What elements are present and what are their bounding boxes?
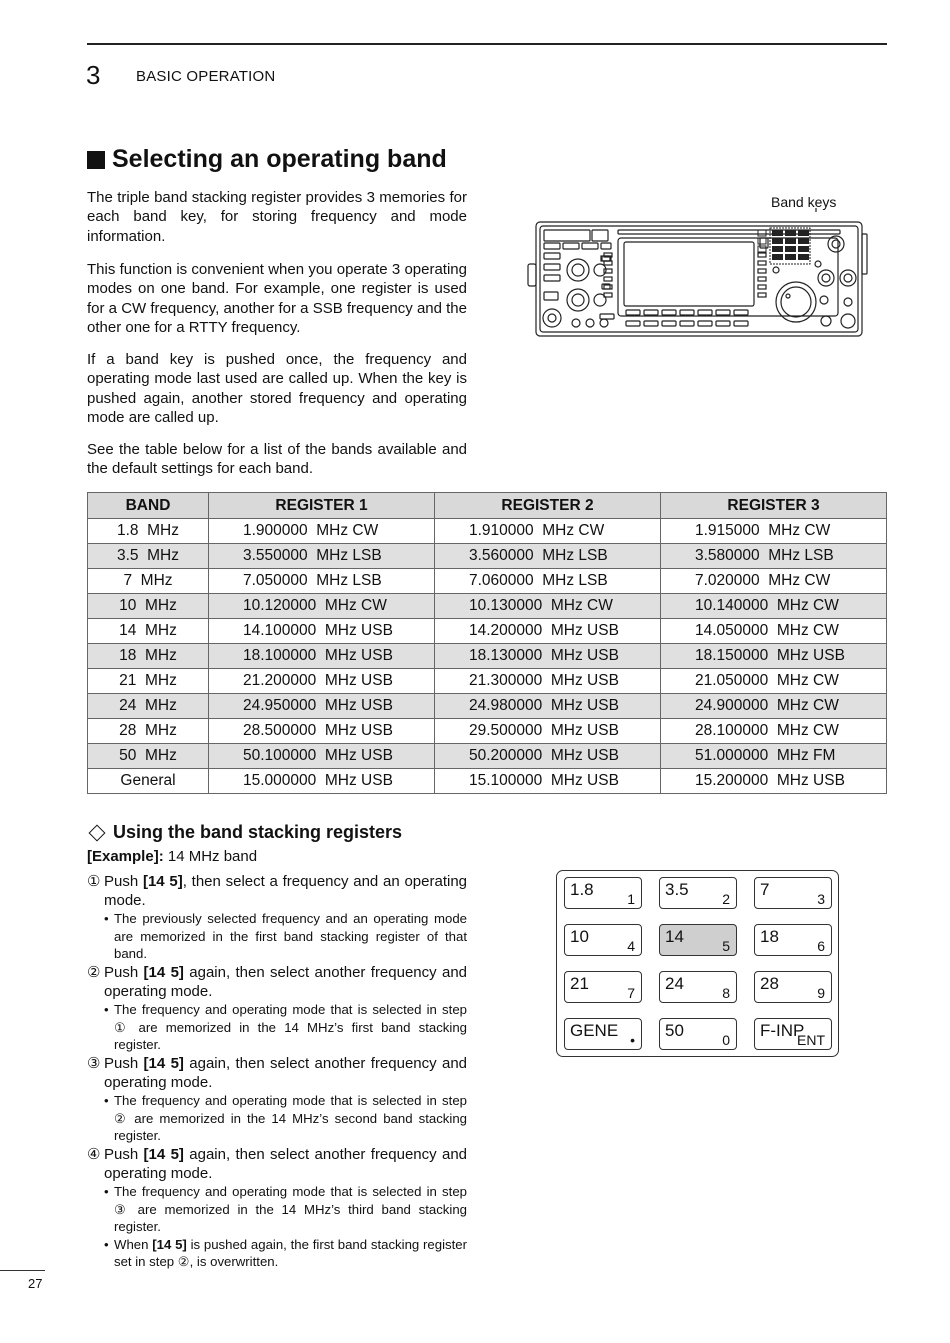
table-row [88, 744, 887, 769]
band-key[interactable] [659, 971, 737, 1003]
band-key-number: 3 [817, 891, 825, 907]
band-cell: 1.8 MHz [88, 519, 209, 544]
step-number: ④ [87, 1146, 101, 1163]
band-cell: General [88, 769, 209, 794]
band-key-label: 10 [570, 927, 589, 946]
table-row [88, 569, 887, 594]
band-key-label: 28 [760, 974, 779, 993]
register-cell: 10.120000 MHz CW [209, 594, 435, 619]
intro-paragraph-3 [87, 350, 467, 428]
register-cell: 7.060000 MHz LSB [435, 569, 661, 594]
chapter-title: BASIC OPERATION [136, 68, 276, 85]
register-cell: 24.900000 MHz CW [661, 694, 887, 719]
table-row [88, 719, 887, 744]
band-key-label: 50 [665, 1021, 684, 1040]
table-row [88, 769, 887, 794]
step-4: ④ Push [14 5] again, then select another frequency and operating mode. • The frequency and operating mode that is selected in step ③ are memorized in the 14 MHz’s third band stacking register. • When [14 5] is pushed again, the first band stacking register set in step ②, is overwritten. [87, 1146, 468, 1269]
paragraph-text: This function is convenient when you operate 3 operating modes on one band. For example, one register is used for a CW frequency, another for a SSB frequency and the other one for a RTTY frequency. [87, 261, 467, 337]
band-keypad [556, 870, 839, 1057]
band-cell: 18 MHz [88, 644, 209, 669]
band-key[interactable] [659, 924, 737, 956]
band-key-number: 0 [722, 1032, 730, 1048]
step-number: ② [87, 964, 101, 981]
register-cell: 7.050000 MHz LSB [209, 569, 435, 594]
band-key-number: 1 [627, 891, 635, 907]
band-key-label: 18 [760, 927, 779, 946]
band-key-number: 7 [627, 985, 635, 1001]
band-key-number: 9 [817, 985, 825, 1001]
band-key-number: 8 [722, 985, 730, 1001]
band-key-label: 21 [570, 974, 589, 993]
step-bullet: The frequency and operating mode that is selected in step ③ are memorized in the 14 MHz’s third band stacking register. [114, 1184, 467, 1234]
register-cell: 21.200000 MHz USB [209, 669, 435, 694]
step-2: ② Push [14 5] again, then select another frequency and operating mode. • The frequency and operating mode that is selected in step ① are memorized in the 14 MHz’s first band stacking register. [87, 964, 468, 1052]
band-key-number: 5 [722, 938, 730, 954]
register-cell: 14.050000 MHz CW [661, 619, 887, 644]
register-cell: 15.000000 MHz USB [209, 769, 435, 794]
band-key[interactable] [564, 924, 642, 956]
table-row [88, 694, 887, 719]
band-key[interactable] [564, 971, 642, 1003]
band-key-label: 24 [665, 974, 684, 993]
register-cell: 14.100000 MHz USB [209, 619, 435, 644]
register-cell: 24.980000 MHz USB [435, 694, 661, 719]
column-header: REGISTER 1 [209, 493, 435, 519]
band-cell: 14 MHz [88, 619, 209, 644]
column-header: REGISTER 2 [435, 493, 661, 519]
step-1: ① Push [14 5], then select a frequency and an operating mode. • The previously selected frequency and an operating mode are memorized in the first band stacking register of that band. [87, 873, 468, 961]
step-bullet: The frequency and operating mode that is selected in step ① are memorized in the 14 MHz’s first band stacking register. [114, 1002, 467, 1052]
band-cell: 7 MHz [88, 569, 209, 594]
register-cell: 3.580000 MHz LSB [661, 544, 887, 569]
register-cell: 15.200000 MHz USB [661, 769, 887, 794]
square-bullet-icon [87, 151, 105, 169]
table-row [88, 594, 887, 619]
table-row [88, 519, 887, 544]
band-key-label: 3.5 [665, 880, 689, 899]
subsection-title [87, 822, 402, 843]
band-key-label: 14 [665, 927, 684, 946]
table-row [88, 544, 887, 569]
transceiver-illustration [526, 208, 868, 344]
step-text: Push [14 5], then select a frequency and an operating mode. [104, 873, 468, 909]
register-cell: 1.915000 MHz CW [661, 519, 887, 544]
table-row [88, 644, 887, 669]
column-header: REGISTER 3 [661, 493, 887, 519]
register-cell: 29.500000 MHz USB [435, 719, 661, 744]
page-number: 27 [28, 1276, 43, 1291]
step-number: ③ [87, 1055, 101, 1072]
register-cell: 10.140000 MHz CW [661, 594, 887, 619]
footer-rule [0, 1270, 45, 1271]
band-key[interactable] [754, 1018, 832, 1050]
intro-paragraph-1 [87, 188, 467, 246]
column-header: BAND [88, 493, 209, 519]
band-key[interactable] [754, 971, 832, 1003]
register-cell: 28.100000 MHz CW [661, 719, 887, 744]
register-cell: 50.100000 MHz USB [209, 744, 435, 769]
band-key-label: 1.8 [570, 880, 594, 899]
register-cell: 10.130000 MHz CW [435, 594, 661, 619]
band-key-label: 7 [760, 880, 770, 899]
band-cell: 28 MHz [88, 719, 209, 744]
band-key[interactable] [754, 877, 832, 909]
band-cell: 24 MHz [88, 694, 209, 719]
step-number: ① [87, 873, 101, 890]
header-rule [87, 43, 887, 45]
step-bullet: When [14 5] is pushed again, the first band stacking register set in step ②, is overwritten. [114, 1236, 467, 1269]
intro-paragraph-2 [87, 260, 467, 338]
band-key-label: GENE [570, 1021, 619, 1040]
register-cell: 15.100000 MHz USB [435, 769, 661, 794]
band-key-number: ENT [797, 1032, 825, 1048]
register-cell: 18.130000 MHz USB [435, 644, 661, 669]
register-cell: 21.050000 MHz CW [661, 669, 887, 694]
band-cell: 21 MHz [88, 669, 209, 694]
band-key-number: • [630, 1032, 635, 1048]
band-key-label: F-INP [760, 1021, 805, 1040]
band-key[interactable] [564, 877, 642, 909]
band-key[interactable] [659, 877, 737, 909]
band-cell: 50 MHz [88, 744, 209, 769]
register-cell: 18.100000 MHz USB [209, 644, 435, 669]
paragraph-text: See the table below for a list of the bands available and the default settings for each band. [87, 441, 467, 478]
band-cell: 10 MHz [88, 594, 209, 619]
section-title-text: Selecting an operating band [112, 145, 447, 173]
step-bullet: The previously selected frequency and an operating mode are memorized in the first band stacking register of that band. [114, 911, 467, 961]
step-3: ③ Push [14 5] again, then select another frequency and operating mode. • The frequency and operating mode that is selected in step ② are memorized in the 14 MHz’s second band stacking register. [87, 1055, 468, 1143]
register-cell: 21.300000 MHz USB [435, 669, 661, 694]
chapter-number: 3 [86, 60, 101, 90]
register-cell: 51.000000 MHz FM [661, 744, 887, 769]
register-cell: 24.950000 MHz USB [209, 694, 435, 719]
step-bullet: The frequency and operating mode that is selected in step ② are memorized in the 14 MHz’s second band stacking register. [114, 1093, 467, 1143]
table-header-row [88, 493, 887, 519]
step-text: Push [14 5] again, then select another frequency and operating mode. [104, 1146, 468, 1182]
table-row [88, 669, 887, 694]
example-line [87, 848, 257, 865]
register-cell: 50.200000 MHz USB [435, 744, 661, 769]
band-key-number: 2 [722, 891, 730, 907]
register-cell: 1.900000 MHz CW [209, 519, 435, 544]
band-table [87, 492, 887, 794]
section-title [87, 145, 447, 174]
subsection-title-text: Using the band stacking registers [113, 822, 403, 842]
example-label: [Example]: [87, 848, 164, 865]
step-text: Push [14 5] again, then select another frequency and operating mode. [104, 1055, 468, 1091]
band-key[interactable] [754, 924, 832, 956]
diamond-icon [89, 824, 106, 841]
register-cell: 3.550000 MHz LSB [209, 544, 435, 569]
register-cell: 18.150000 MHz USB [661, 644, 887, 669]
band-key[interactable] [659, 1018, 737, 1050]
band-key-number: 4 [627, 938, 635, 954]
register-cell: 1.910000 MHz CW [435, 519, 661, 544]
band-keys-caption: Band keys [771, 194, 837, 210]
step-text: Push [14 5] again, then select another frequency and operating mode. [104, 964, 468, 1000]
band-key-number: 6 [817, 938, 825, 954]
band-cell: 3.5 MHz [88, 544, 209, 569]
register-cell: 3.560000 MHz LSB [435, 544, 661, 569]
band-key[interactable] [564, 1018, 642, 1050]
table-row [88, 619, 887, 644]
register-cell: 7.020000 MHz CW [661, 569, 887, 594]
intro-paragraph-4 [87, 440, 467, 479]
register-cell: 28.500000 MHz USB [209, 719, 435, 744]
paragraph-text: If a band key is pushed once, the frequency and operating mode last used are called up. When the key is pushed again, another stored frequency and operating mode are called up. [87, 351, 467, 427]
example-text: 14 MHz band [163, 848, 258, 865]
register-cell: 14.200000 MHz USB [435, 619, 661, 644]
paragraph-text: The triple band stacking register provides 3 memories for each band key, for storing frequency and mode information. [87, 189, 467, 245]
